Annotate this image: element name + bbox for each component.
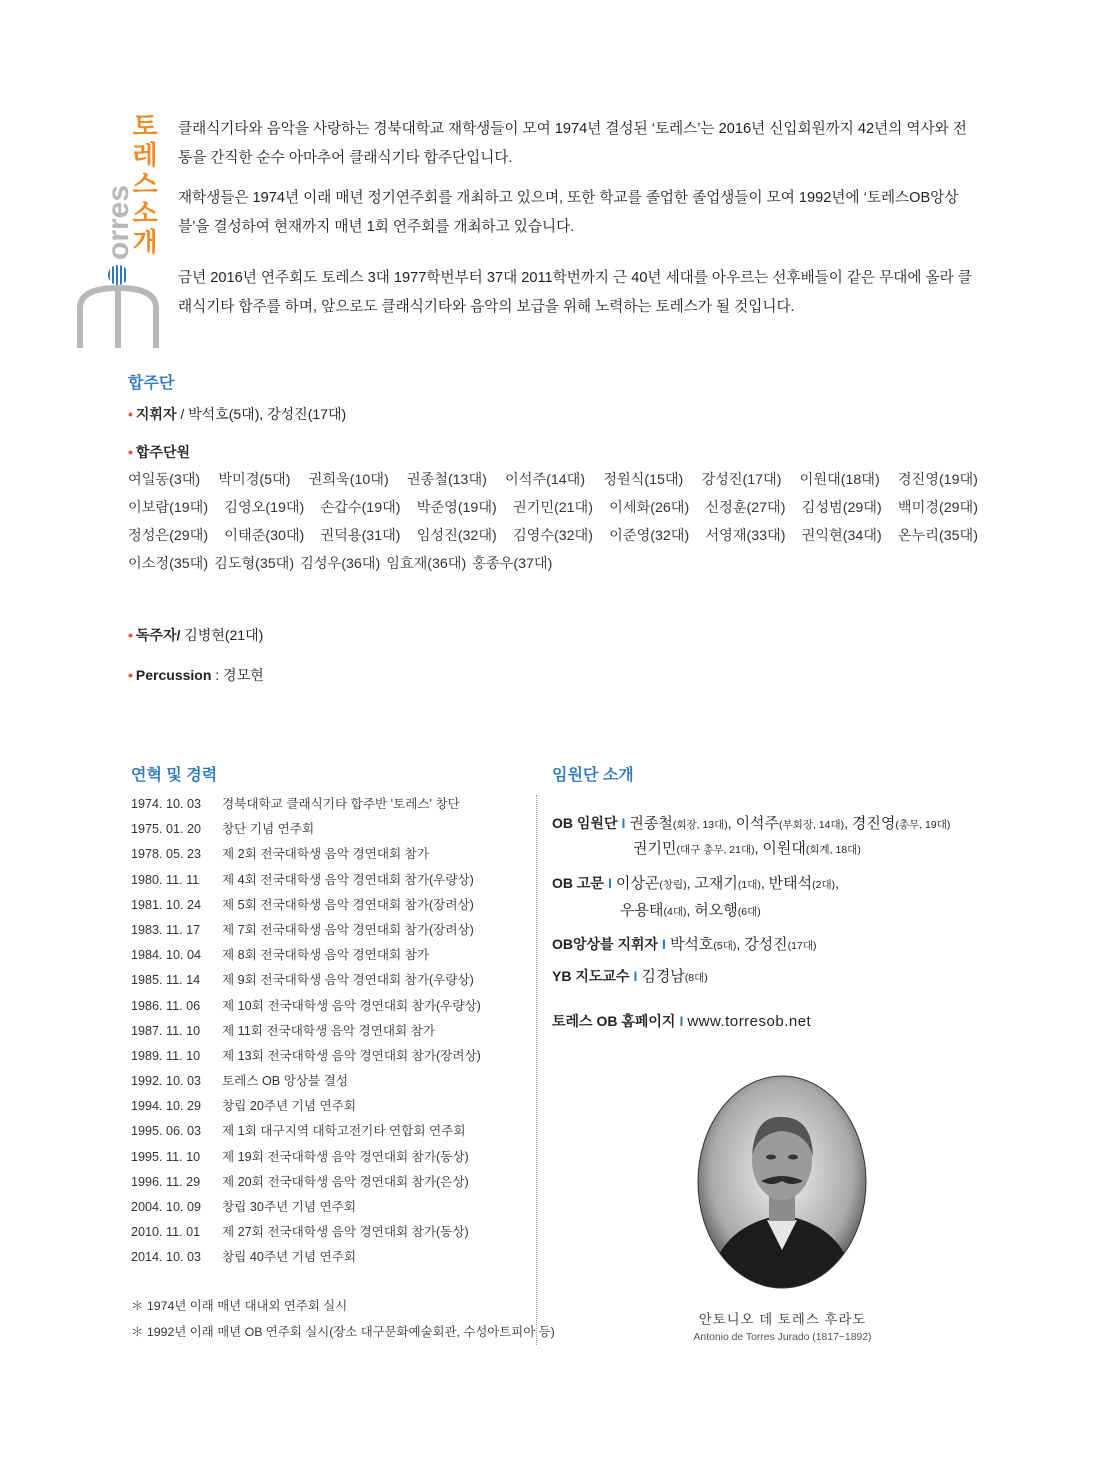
history-item: 1984. 10. 04 제 8회 전국대학생 음악 경연대회 참가 bbox=[131, 948, 429, 963]
striped-circle-icon bbox=[108, 265, 128, 285]
members-row: 이보람(19대) 김영오(19대) 손갑수(19대) 박준영(19대) 권기민(21대) 이세화(26대) 신정훈(27대) 김성범(29대) 백미경(29대) bbox=[128, 500, 978, 516]
homepage-line: 토레스 OB 홈페이지 I www.torresob.net bbox=[552, 1013, 812, 1030]
members-list bbox=[128, 466, 978, 578]
section-vertical-title: 토 레 스 소 개 bbox=[132, 111, 158, 257]
history-item: 1983. 11. 17 제 7회 전국대학생 음악 경연대회 참가(장려상) bbox=[131, 922, 474, 937]
ob-officers-line-2: 권기민(대구 총무, 21대), 이원대(회계, 18대) bbox=[633, 840, 861, 857]
history-note: ＊ 1992년 이래 매년 OB 연주회 실시(장소 대구문화예술회관, 수성아트피아 등) bbox=[131, 1325, 555, 1339]
intro-paragraph-3: 금년 2016년 연주회도 토레스 3대 1977학번부터 37대 2011학번까지 근 40년 세대를 아우르는 선후배들이 같은 무대에 올라 클래식기타 합주를 하며, 앞으로도 클래식기타와 음악의 보급을 위해 노력하는 토레스가 될 것입니다. bbox=[178, 270, 972, 315]
members-row: 이소정(35대) 김도형(35대) 김성우(36대) 임효재(36대) 홍종우(37대) bbox=[128, 556, 553, 572]
history-item: 1978. 05. 23 제 2회 전국대학생 음악 경연대회 참가 bbox=[131, 847, 429, 862]
history-item: 1985. 11. 14 제 9회 전국대학생 음악 경연대회 참가(우량상) bbox=[131, 973, 474, 988]
history-item: 2010. 11. 01 제 27회 전국대학생 음악 경연대회 참가(동상) bbox=[131, 1225, 469, 1240]
homepage-link[interactable]: www.torresob.net bbox=[687, 1013, 812, 1030]
history-item: 1989. 11. 10 제 13회 전국대학생 음악 경연대회 참가(장려상) bbox=[131, 1048, 481, 1063]
members-label-line: • 합주단원 bbox=[128, 444, 191, 460]
history-item: 1975. 01. 20 창단 기념 연주회 bbox=[131, 822, 315, 837]
column-divider bbox=[536, 795, 537, 1345]
ob-officers-line: OB 임원단 I 권종철(회장, 13대), 이석주(부회장, 14대), 경진영(총무, 19대) bbox=[552, 815, 951, 832]
history-item: 2014. 10. 03 창립 40주년 기념 연주회 bbox=[131, 1250, 356, 1265]
ensemble-title: 합주단 bbox=[128, 375, 175, 392]
history-item: 2004. 10. 09 창립 30주년 기념 연주회 bbox=[131, 1200, 356, 1214]
history-item: 1974. 10. 03 경북대학교 클래식기타 합주반 '토레스' 창단 bbox=[131, 797, 460, 811]
conductor-line: • 지휘자 / 박석호(5대), 강성진(17대) bbox=[128, 406, 347, 422]
officers-title: 임원단 소개 bbox=[552, 767, 634, 784]
history-item: 1995. 11. 10 제 19회 전국대학생 음악 경연대회 참가(동상) bbox=[131, 1149, 469, 1164]
soloist-line: • 독주자/ 김병현(21대) bbox=[128, 627, 264, 643]
history-item: 1986. 11. 06 제 10회 전국대학생 음악 경연대회 참가(우량상) bbox=[131, 998, 481, 1013]
intro-paragraph-1: 클래식기타와 음악을 사랑하는 경북대학교 재학생들이 모여 1974년 결성된 ‘토레스’는 2016년 신입회원까지 42년의 역사와 전통을 간직한 순수 아마추어 클래식기타 합주단입니다. bbox=[178, 121, 967, 166]
yb-professor-line: YB 지도교수 I 김경남(8대) bbox=[552, 968, 708, 985]
history-item: 1987. 11. 10 제 11회 전국대학생 음악 경연대회 참가 bbox=[131, 1023, 436, 1038]
members-row: 정성은(29대) 이태준(30대) 권덕용(31대) 임성진(32대) 김영수(32대) 이준영(32대) 서영재(33대) 권익현(34대) 온누리(35대) bbox=[128, 528, 978, 544]
history-item: 1994. 10. 29 창립 20주년 기념 연주회 bbox=[131, 1099, 356, 1114]
portrait-caption-english: Antonio de Torres Jurado (1817~1892) bbox=[693, 1332, 872, 1343]
torres-portrait bbox=[697, 1075, 867, 1290]
history-item: 1992. 10. 03 토레스 OB 앙상블 결성 bbox=[131, 1074, 349, 1089]
history-title: 연혁 및 경력 bbox=[131, 767, 218, 784]
ob-conductor-line: OB앙상블 지휘자 I 박석호(5대), 강성진(17대) bbox=[552, 936, 817, 953]
portrait-caption-korean: 안토니오 데 토레스 후라도 bbox=[698, 1312, 867, 1327]
history-note: ＊ 1974년 이래 매년 대내외 연주회 실시 bbox=[131, 1299, 348, 1313]
history-item: 1995. 06. 03 제 1회 대구지역 대학고전기타 연합회 연주회 bbox=[131, 1124, 466, 1139]
history-item: 1981. 10. 24 제 5회 전국대학생 음악 경연대회 참가(장려상) bbox=[131, 897, 474, 912]
ob-advisors-line: OB 고문 I 이상곤(창립), 고재기(1대), 반태석(2대), bbox=[552, 875, 839, 892]
members-row: 여일동(3대) 박미경(5대) 권희욱(10대) 권종철(13대) 이석주(14대) 정원식(15대) 강성진(17대) 이원대(18대) 경진영(19대) bbox=[128, 472, 978, 488]
logo-text: orres bbox=[102, 184, 135, 260]
ob-advisors-line-2: 우용태(4대), 허오행(6대) bbox=[620, 902, 761, 919]
intro-paragraph-2: 재학생들은 1974년 이래 매년 정기연주회를 개최하고 있으며, 또한 학교를 졸업한 졸업생들이 모여 1992년에 ‘토레스OB앙상블’을 결성하여 현재까지 매년 1회 연주회를 개최하고 있습니다. bbox=[178, 190, 959, 235]
history-list bbox=[131, 792, 521, 1271]
history-item: 1980. 11. 11 제 4회 전국대학생 음악 경연대회 참가(우량상) bbox=[131, 872, 474, 887]
history-item: 1996. 11. 29 제 20회 전국대학생 음악 경연대회 참가(은상) bbox=[131, 1174, 469, 1189]
percussion-line: • Percussion : 경모현 bbox=[128, 667, 264, 683]
